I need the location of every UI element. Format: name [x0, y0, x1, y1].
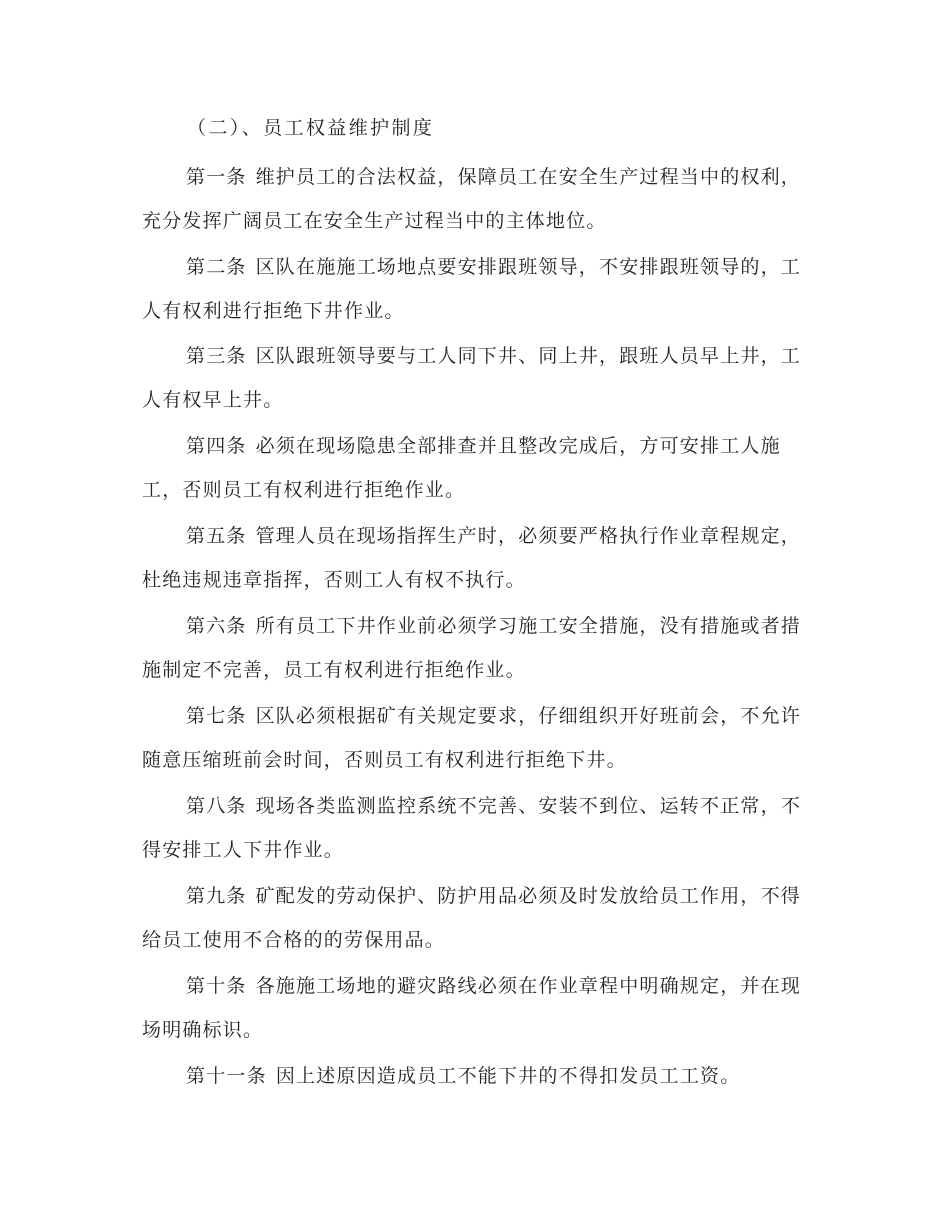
article-1 — [142, 155, 807, 243]
article-3 — [142, 334, 807, 422]
article-number: 第一条 — [186, 166, 247, 188]
article-10 — [142, 964, 807, 1052]
article-number: 第五条 — [186, 525, 247, 547]
article-9 — [142, 874, 807, 962]
article-2 — [142, 245, 807, 333]
article-number: 第二条 — [186, 256, 247, 278]
article-text: 所有员工下井作业前必须学习施工安全措施，没有措施或者措施制定不完善，员工有权利进行拒绝作业。 — [142, 615, 802, 681]
article-text: 区队在施施工场地点要安排跟班领导，不安排跟班领导的，工人有权利进行拒绝下井作业。 — [142, 256, 802, 322]
article-text: 区队跟班领导要与工人同下井、同上井，跟班人员早上井，工人有权早上井。 — [142, 345, 802, 411]
article-4 — [142, 424, 807, 512]
article-text: 矿配发的劳动保护、防护用品必须及时发放给员工作用，不得给员工使用不合格的的劳保用品。 — [142, 885, 802, 951]
article-number: 第八条 — [186, 795, 247, 817]
article-text: 必须在现场隐患全部排查并且整改完成后，方可安排工人施工，否则员工有权利进行拒绝作业。 — [142, 435, 781, 501]
article-text: 管理人员在现场指挥生产时，必须要严格执行作业章程规定，杜绝违规违章指挥，否则工人有权不执行。 — [142, 525, 802, 591]
article-text: 维护员工的合法权益，保障员工在安全生产过程当中的权利，充分发挥广阔员工在安全生产过程当中的主体地位。 — [142, 166, 802, 232]
article-6 — [142, 604, 807, 692]
article-7 — [142, 694, 807, 782]
article-text: 各施施工场地的避灾路线必须在作业章程中明确规定，并在现场明确标识。 — [142, 975, 802, 1041]
section-title: （二）、员工权益维护制度 — [187, 117, 435, 139]
article-11 — [142, 1054, 807, 1098]
article-number: 第三条 — [186, 345, 247, 367]
article-text: 区队必须根据矿有关规定要求，仔细组织开好班前会，不允许随意压缩班前会时间，否则员工有权利进行拒绝下井。 — [142, 705, 802, 771]
article-number: 第十条 — [186, 975, 247, 997]
article-number: 第四条 — [186, 435, 247, 457]
article-number: 第七条 — [186, 705, 247, 727]
article-number: 第十一条 — [186, 1065, 267, 1087]
article-text: 现场各类监测监控系统不完善、安装不到位、运转不正常，不得安排工人下井作业。 — [142, 795, 802, 861]
article-5 — [142, 514, 807, 602]
article-text: 因上述原因造成员工不能下井的不得扣发员工工资。 — [275, 1065, 741, 1087]
article-number: 第六条 — [186, 615, 247, 637]
article-number: 第九条 — [186, 885, 247, 907]
article-8 — [142, 784, 807, 872]
